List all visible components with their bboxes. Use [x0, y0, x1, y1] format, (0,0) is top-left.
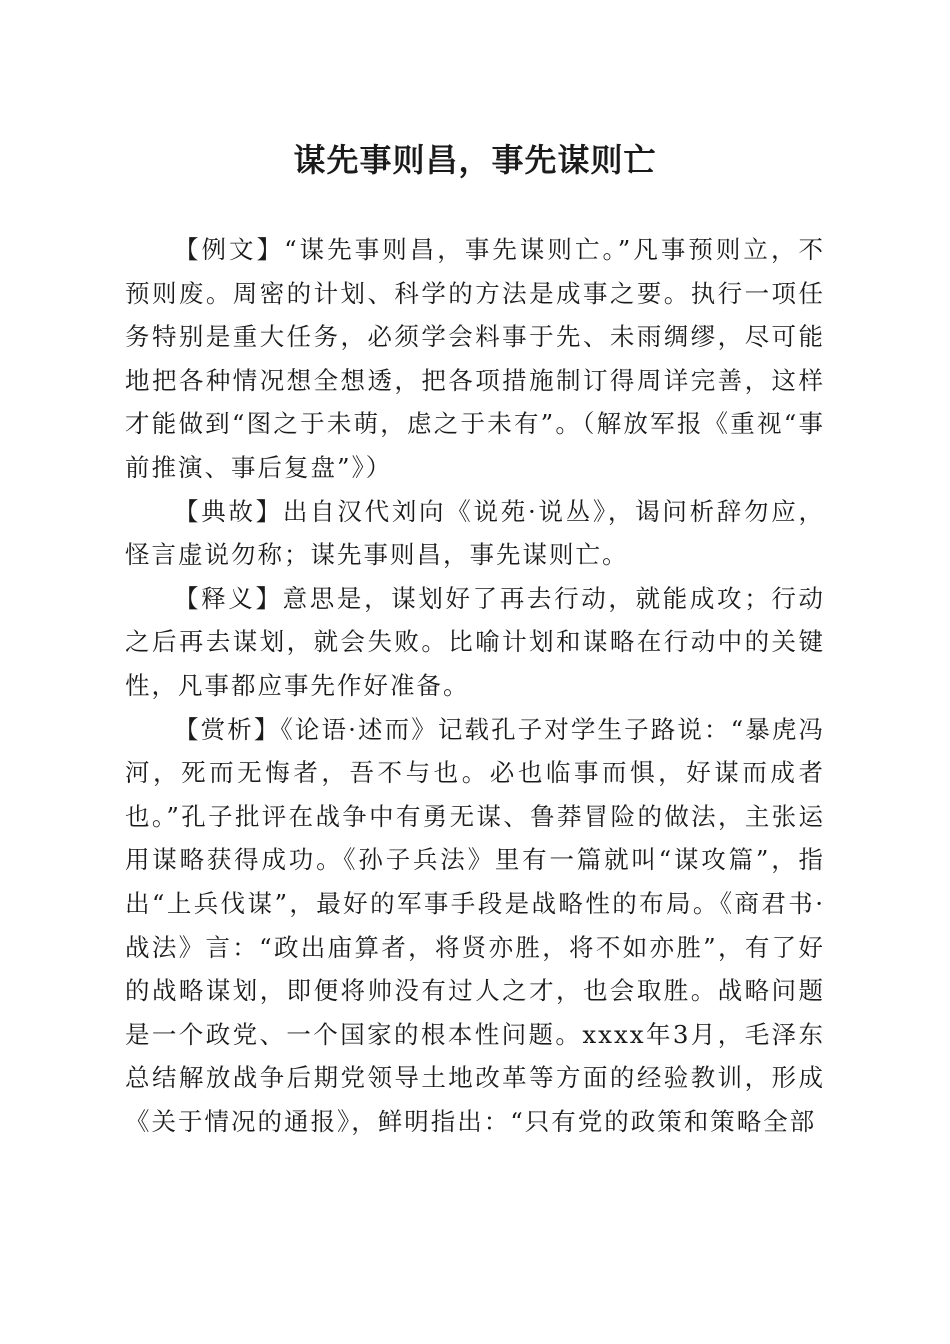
document-title: 谋先事则昌，事先谋则亡: [293, 141, 657, 179]
paragraph-appreciation: 【赏析】《论语·述而》记载孔子对学生子路说：“暴虎冯河，死而无悔者，吾不与也。必也临事而惧，好谋而成者也。”孔子批评在战争中有勇无谋、鲁莽冒险的做法，主张运用谋略获得成功。《孙子兵法》里有一篇就叫“谋攻篇”，指出“上兵伐谋”，最好的军事手段是战略性的布局。《商君书·战法》言：“政出庙算者，将贤亦胜，将不如亦胜”，有了好的战略谋划，即便将帅没有过人之才，也会取胜。战略问题是一个政党、一个国家的根本性问题。xxxx年3月，毛泽东总结解放战争后期党领导土地改革等方面的经验教训，形成《关于情况的通报》，鲜明指出：“只有党的政策和策略全部: [125, 714, 825, 1136]
document-body: [125, 228, 825, 1143]
paragraph-meaning: 【释义】意思是，谋划好了再去行动，就能成攻；行动之后再去谋划，就会失败。比喻计划和谋略在行动中的关键性，凡事都应事先作好准备。: [125, 583, 825, 700]
paragraph-example: 【例文】“谋先事则昌，事先谋则亡。”凡事预则立，不预则废。周密的计划、科学的方法是成事之要。执行一项任务特别是重大任务，必须学会料事于先、未雨绸缪，尽可能地把各种情况想全想透，把各项措施制订得周详完善，这样才能做到“图之于未萌，虑之于未有”。（解放军报《重视“事前推演、事后复盘”》）: [125, 235, 825, 482]
paragraph-allusion: 【典故】出自汉代刘向《说苑·说丛》，谒问析辞勿应，怪言虚说勿称；谋先事则昌，事先谋则亡。: [125, 496, 825, 570]
